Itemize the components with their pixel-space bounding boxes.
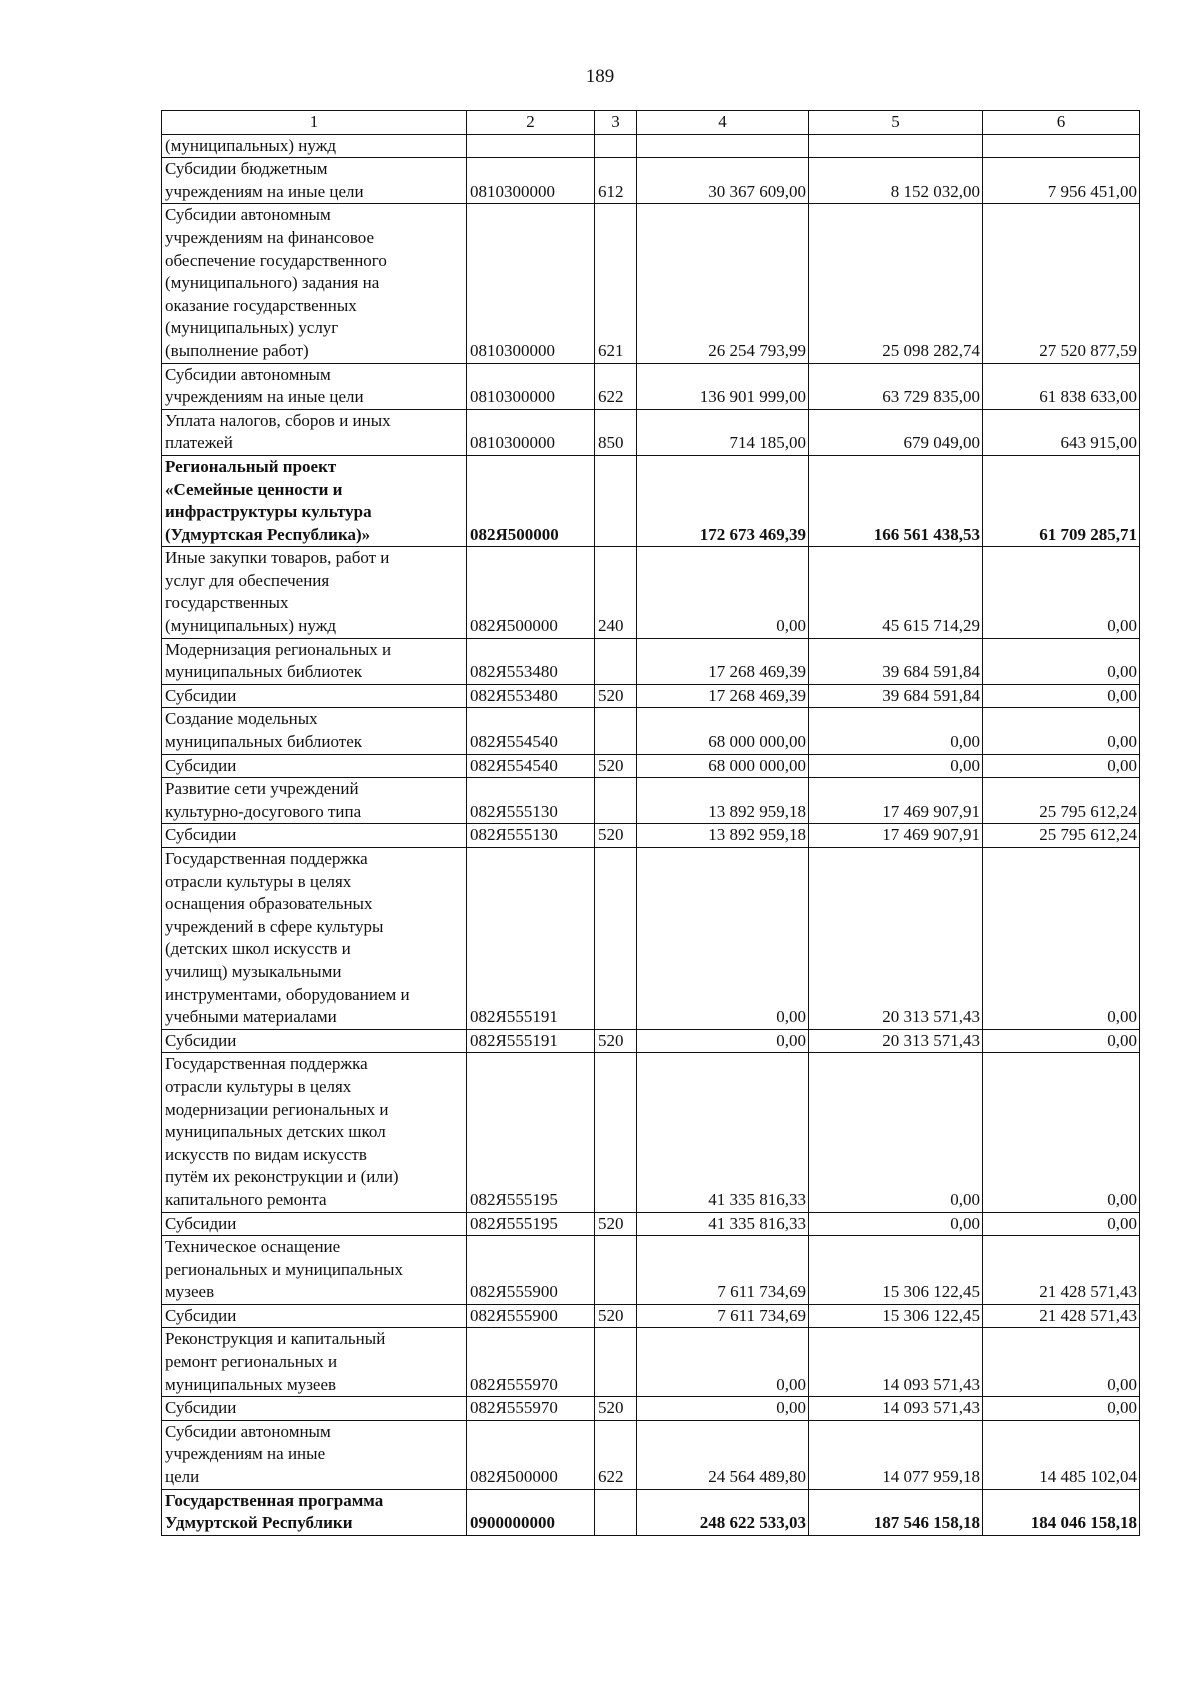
table-row (162, 1420, 1140, 1489)
row-name-line: учреждениям на финансовое (165, 227, 375, 247)
target-item-code-cell: 082Я555191 (467, 1029, 595, 1053)
amount-col-6-cell: 21 428 571,43 (983, 1236, 1140, 1305)
amount-col-4-cell: 0,00 (637, 1029, 809, 1053)
header-col-4: 4 (637, 111, 809, 135)
row-name-cell (162, 1420, 467, 1489)
target-item-code-cell: 0810300000 (467, 409, 595, 455)
expense-type-code-cell (595, 455, 637, 546)
row-name-line: (муниципальных) услуг (165, 318, 339, 338)
amount-col-4-cell: 13 892 959,18 (637, 778, 809, 824)
header-col-3: 3 (595, 111, 637, 135)
row-name-line: Субсидии бюджетным (165, 159, 328, 179)
row-name-line: Субсидии (165, 825, 237, 845)
row-name-line: ремонт региональных и (165, 1352, 338, 1372)
amount-col-4-cell: 41 335 816,33 (637, 1053, 809, 1212)
table-row (162, 158, 1140, 204)
row-name-cell (162, 1236, 467, 1305)
table-row (162, 1304, 1140, 1328)
target-item-code-cell: 082Я554540 (467, 754, 595, 778)
row-name-line: Субсидии (165, 685, 237, 705)
row-name-line: искусств по видам искусств (165, 1144, 367, 1164)
row-name-line: Модернизация региональных и (165, 639, 392, 659)
amount-col-5-cell (809, 134, 983, 158)
target-item-code-cell (467, 134, 595, 158)
header-col-2: 2 (467, 111, 595, 135)
expense-type-code-cell (595, 1053, 637, 1212)
amount-col-5-cell: 39 684 591,84 (809, 638, 983, 684)
amount-col-6-cell (983, 134, 1140, 158)
amount-col-4-cell: 17 268 469,39 (637, 638, 809, 684)
row-name-line: государственных (165, 593, 289, 613)
row-name-line: платежей (165, 433, 233, 453)
amount-col-5-cell: 0,00 (809, 708, 983, 754)
row-name-cell (162, 204, 467, 363)
header-col-6: 6 (983, 111, 1140, 135)
amount-col-5-cell: 8 152 032,00 (809, 158, 983, 204)
row-name-line: Субсидии (165, 1030, 237, 1050)
row-name-line: Субсидии (165, 755, 237, 775)
amount-col-5-cell: 17 469 907,91 (809, 824, 983, 848)
expense-type-code-cell: 622 (595, 1420, 637, 1489)
target-item-code-cell: 082Я555130 (467, 778, 595, 824)
expense-type-code-cell (595, 1489, 637, 1535)
row-name-line: культурно-досугового типа (165, 801, 362, 821)
table-row (162, 754, 1140, 778)
amount-col-5-cell: 14 077 959,18 (809, 1420, 983, 1489)
row-name-cell (162, 638, 467, 684)
amount-col-4-cell: 172 673 469,39 (637, 455, 809, 546)
row-name-line: Развитие сети учреждений (165, 779, 359, 799)
expense-type-code-cell: 520 (595, 1304, 637, 1328)
amount-col-6-cell: 0,00 (983, 1397, 1140, 1421)
expense-type-code-cell: 612 (595, 158, 637, 204)
amount-col-4-cell: 13 892 959,18 (637, 824, 809, 848)
target-item-code-cell: 082Я555900 (467, 1304, 595, 1328)
row-name-line: инфраструктуры культура (165, 502, 372, 522)
budget-table (161, 110, 1140, 1536)
target-item-code-cell: 082Я500000 (467, 1420, 595, 1489)
row-name-line: муниципальных музеев (165, 1374, 337, 1394)
amount-col-4-cell: 248 622 533,03 (637, 1489, 809, 1535)
row-name-line: музеев (165, 1282, 215, 1302)
amount-col-4-cell: 68 000 000,00 (637, 754, 809, 778)
row-name-line: (муниципального) задания на (165, 273, 380, 293)
target-item-code-cell: 082Я555900 (467, 1236, 595, 1305)
row-name-line: модернизации региональных и (165, 1099, 389, 1119)
expense-type-code-cell: 240 (595, 547, 637, 638)
row-name-line: Государственная программа (165, 1490, 384, 1510)
expense-type-code-cell: 520 (595, 824, 637, 848)
expense-type-code-cell: 520 (595, 754, 637, 778)
row-name-line: инструментами, оборудованием и (165, 984, 410, 1004)
amount-col-5-cell: 15 306 122,45 (809, 1304, 983, 1328)
amount-col-6-cell: 61 838 633,00 (983, 363, 1140, 409)
amount-col-4-cell: 0,00 (637, 1397, 809, 1421)
amount-col-5-cell: 63 729 835,00 (809, 363, 983, 409)
amount-col-5-cell: 39 684 591,84 (809, 684, 983, 708)
expense-type-code-cell (595, 708, 637, 754)
amount-col-5-cell: 679 049,00 (809, 409, 983, 455)
row-name-line: отрасли культуры в целях (165, 1076, 352, 1096)
row-name-cell (162, 1029, 467, 1053)
row-name-cell (162, 409, 467, 455)
table-body (162, 134, 1140, 1535)
row-name-cell (162, 1053, 467, 1212)
row-name-line: услуг для обеспечения (165, 570, 330, 590)
table-row (162, 1397, 1140, 1421)
target-item-code-cell: 0810300000 (467, 158, 595, 204)
row-name-line: (муниципальных) нужд (165, 616, 337, 636)
table-row (162, 1328, 1140, 1397)
row-name-line: учреждениям на иные цели (165, 181, 364, 201)
table-row (162, 204, 1140, 363)
row-name-line: капитального ремонта (165, 1189, 327, 1209)
row-name-line: муниципальных библиотек (165, 732, 363, 752)
expense-type-code-cell: 622 (595, 363, 637, 409)
row-name-line: оказание государственных (165, 295, 357, 315)
amount-col-6-cell: 0,00 (983, 684, 1140, 708)
amount-col-6-cell: 0,00 (983, 848, 1140, 1030)
table-row (162, 778, 1140, 824)
target-item-code-cell: 082Я555195 (467, 1053, 595, 1212)
amount-col-6-cell: 7 956 451,00 (983, 158, 1140, 204)
row-name-line: отрасли культуры в целях (165, 871, 352, 891)
row-name-cell (162, 848, 467, 1030)
amount-col-5-cell: 17 469 907,91 (809, 778, 983, 824)
amount-col-6-cell: 27 520 877,59 (983, 204, 1140, 363)
amount-col-4-cell: 17 268 469,39 (637, 684, 809, 708)
amount-col-4-cell: 30 367 609,00 (637, 158, 809, 204)
amount-col-5-cell: 166 561 438,53 (809, 455, 983, 546)
row-name-cell (162, 1397, 467, 1421)
row-name-line: Государственная поддержка (165, 1054, 368, 1074)
header-col-5: 5 (809, 111, 983, 135)
row-name-line: Субсидии (165, 1398, 237, 1418)
row-name-line: (детских школ искусств и (165, 939, 351, 959)
amount-col-5-cell: 0,00 (809, 754, 983, 778)
expense-type-code-cell (595, 848, 637, 1030)
amount-col-6-cell: 0,00 (983, 1053, 1140, 1212)
row-name-cell (162, 824, 467, 848)
expense-type-code-cell (595, 638, 637, 684)
table-row (162, 1489, 1140, 1535)
row-name-line: Уплата налогов, сборов и иных (165, 410, 391, 430)
row-name-line: цели (165, 1467, 200, 1487)
row-name-cell (162, 754, 467, 778)
page-number: 189 (585, 66, 615, 87)
expense-type-code-cell (595, 1236, 637, 1305)
row-name-line: (муниципальных) нужд (165, 135, 337, 155)
table-row (162, 455, 1140, 546)
row-name-cell (162, 1489, 467, 1535)
row-name-line: региональных и муниципальных (165, 1259, 403, 1279)
row-name-cell (162, 547, 467, 638)
header-col-1: 1 (162, 111, 467, 135)
amount-col-5-cell: 15 306 122,45 (809, 1236, 983, 1305)
row-name-cell (162, 1304, 467, 1328)
row-name-cell (162, 684, 467, 708)
target-item-code-cell: 0810300000 (467, 363, 595, 409)
amount-col-4-cell (637, 134, 809, 158)
target-item-code-cell: 082Я555195 (467, 1212, 595, 1236)
amount-col-6-cell: 0,00 (983, 1212, 1140, 1236)
table-row (162, 134, 1140, 158)
row-name-line: Создание модельных (165, 709, 318, 729)
row-name-line: Субсидии автономным (165, 364, 331, 384)
target-item-code-cell: 082Я555970 (467, 1328, 595, 1397)
amount-col-6-cell: 14 485 102,04 (983, 1420, 1140, 1489)
table-row (162, 547, 1140, 638)
amount-col-6-cell: 25 795 612,24 (983, 824, 1140, 848)
row-name-line: Субсидии автономным (165, 205, 331, 225)
row-name-line: муниципальных детских школ (165, 1122, 386, 1142)
row-name-line: учебными материалами (165, 1007, 337, 1027)
target-item-code-cell: 082Я555130 (467, 824, 595, 848)
amount-col-4-cell: 41 335 816,33 (637, 1212, 809, 1236)
amount-col-4-cell: 0,00 (637, 848, 809, 1030)
amount-col-6-cell: 184 046 158,18 (983, 1489, 1140, 1535)
table-row (162, 1029, 1140, 1053)
target-item-code-cell: 082Я500000 (467, 547, 595, 638)
expense-type-code-cell: 850 (595, 409, 637, 455)
amount-col-5-cell: 0,00 (809, 1212, 983, 1236)
table-row (162, 1053, 1140, 1212)
amount-col-5-cell: 20 313 571,43 (809, 848, 983, 1030)
expense-type-code-cell: 520 (595, 1212, 637, 1236)
amount-col-6-cell: 61 709 285,71 (983, 455, 1140, 546)
row-name-line: Региональный проект (165, 456, 337, 476)
table-row (162, 708, 1140, 754)
row-name-cell (162, 455, 467, 546)
row-name-cell (162, 1212, 467, 1236)
expense-type-code-cell: 621 (595, 204, 637, 363)
table-row (162, 848, 1140, 1030)
amount-col-4-cell: 7 611 734,69 (637, 1236, 809, 1305)
target-item-code-cell: 082Я500000 (467, 455, 595, 546)
amount-col-6-cell: 25 795 612,24 (983, 778, 1140, 824)
amount-col-4-cell: 136 901 999,00 (637, 363, 809, 409)
amount-col-6-cell: 0,00 (983, 638, 1140, 684)
amount-col-5-cell: 20 313 571,43 (809, 1029, 983, 1053)
table-row (162, 409, 1140, 455)
table-row (162, 684, 1140, 708)
row-name-line: муниципальных библиотек (165, 662, 363, 682)
row-name-line: путём их реконструкции и (или) (165, 1167, 399, 1187)
row-name-line: Техническое оснащение (165, 1237, 341, 1257)
target-item-code-cell: 082Я553480 (467, 638, 595, 684)
amount-col-6-cell: 0,00 (983, 708, 1140, 754)
table-row (162, 638, 1140, 684)
row-name-line: Удмуртской Республики (165, 1513, 353, 1533)
amount-col-5-cell: 14 093 571,43 (809, 1397, 983, 1421)
target-item-code-cell: 082Я553480 (467, 684, 595, 708)
amount-col-5-cell: 0,00 (809, 1053, 983, 1212)
expense-type-code-cell (595, 134, 637, 158)
row-name-cell (162, 1328, 467, 1397)
expense-type-code-cell: 520 (595, 684, 637, 708)
amount-col-6-cell: 0,00 (983, 1328, 1140, 1397)
expense-type-code-cell: 520 (595, 1397, 637, 1421)
amount-col-5-cell: 45 615 714,29 (809, 547, 983, 638)
target-item-code-cell: 082Я554540 (467, 708, 595, 754)
row-name-cell (162, 778, 467, 824)
row-name-line: Реконструкция и капитальный (165, 1329, 386, 1349)
target-item-code-cell: 0900000000 (467, 1489, 595, 1535)
amount-col-6-cell: 0,00 (983, 754, 1140, 778)
row-name-line: учреждениям на иные цели (165, 387, 364, 407)
table-row (162, 363, 1140, 409)
amount-col-5-cell: 25 098 282,74 (809, 204, 983, 363)
amount-col-4-cell: 26 254 793,99 (637, 204, 809, 363)
row-name-line: Государственная поддержка (165, 849, 368, 868)
target-item-code-cell: 082Я555970 (467, 1397, 595, 1421)
row-name-line: учреждений в сфере культуры (165, 916, 384, 936)
expense-type-code-cell (595, 778, 637, 824)
amount-col-4-cell: 7 611 734,69 (637, 1304, 809, 1328)
row-name-line: «Семейные ценности и (165, 479, 343, 499)
row-name-line: (выполнение работ) (165, 340, 309, 360)
amount-col-6-cell: 643 915,00 (983, 409, 1140, 455)
row-name-line: оснащения образовательных (165, 894, 373, 914)
amount-col-4-cell: 0,00 (637, 1328, 809, 1397)
row-name-cell (162, 158, 467, 204)
amount-col-5-cell: 14 093 571,43 (809, 1328, 983, 1397)
table-row (162, 824, 1140, 848)
table-row (162, 1236, 1140, 1305)
amount-col-4-cell: 24 564 489,80 (637, 1420, 809, 1489)
row-name-line: Иные закупки товаров, работ и (165, 548, 390, 568)
amount-col-6-cell: 0,00 (983, 1029, 1140, 1053)
amount-col-5-cell: 187 546 158,18 (809, 1489, 983, 1535)
row-name-line: обеспечение государственного (165, 250, 387, 270)
amount-col-6-cell: 0,00 (983, 547, 1140, 638)
amount-col-4-cell: 68 000 000,00 (637, 708, 809, 754)
column-number-header-row (162, 111, 1140, 135)
row-name-line: Субсидии (165, 1213, 237, 1233)
row-name-line: (Удмуртская Республика)» (165, 524, 371, 544)
expense-type-code-cell (595, 1328, 637, 1397)
row-name-line: Субсидии (165, 1305, 237, 1325)
target-item-code-cell: 0810300000 (467, 204, 595, 363)
row-name-line: учреждениям на иные (165, 1444, 326, 1464)
row-name-line: училищ) музыкальными (165, 961, 342, 981)
expense-type-code-cell: 520 (595, 1029, 637, 1053)
table-row (162, 1212, 1140, 1236)
row-name-cell (162, 363, 467, 409)
amount-col-6-cell: 21 428 571,43 (983, 1304, 1140, 1328)
row-name-cell (162, 708, 467, 754)
row-name-cell (162, 134, 467, 158)
amount-col-4-cell: 714 185,00 (637, 409, 809, 455)
amount-col-4-cell: 0,00 (637, 547, 809, 638)
row-name-line: Субсидии автономным (165, 1421, 331, 1441)
target-item-code-cell: 082Я555191 (467, 848, 595, 1030)
